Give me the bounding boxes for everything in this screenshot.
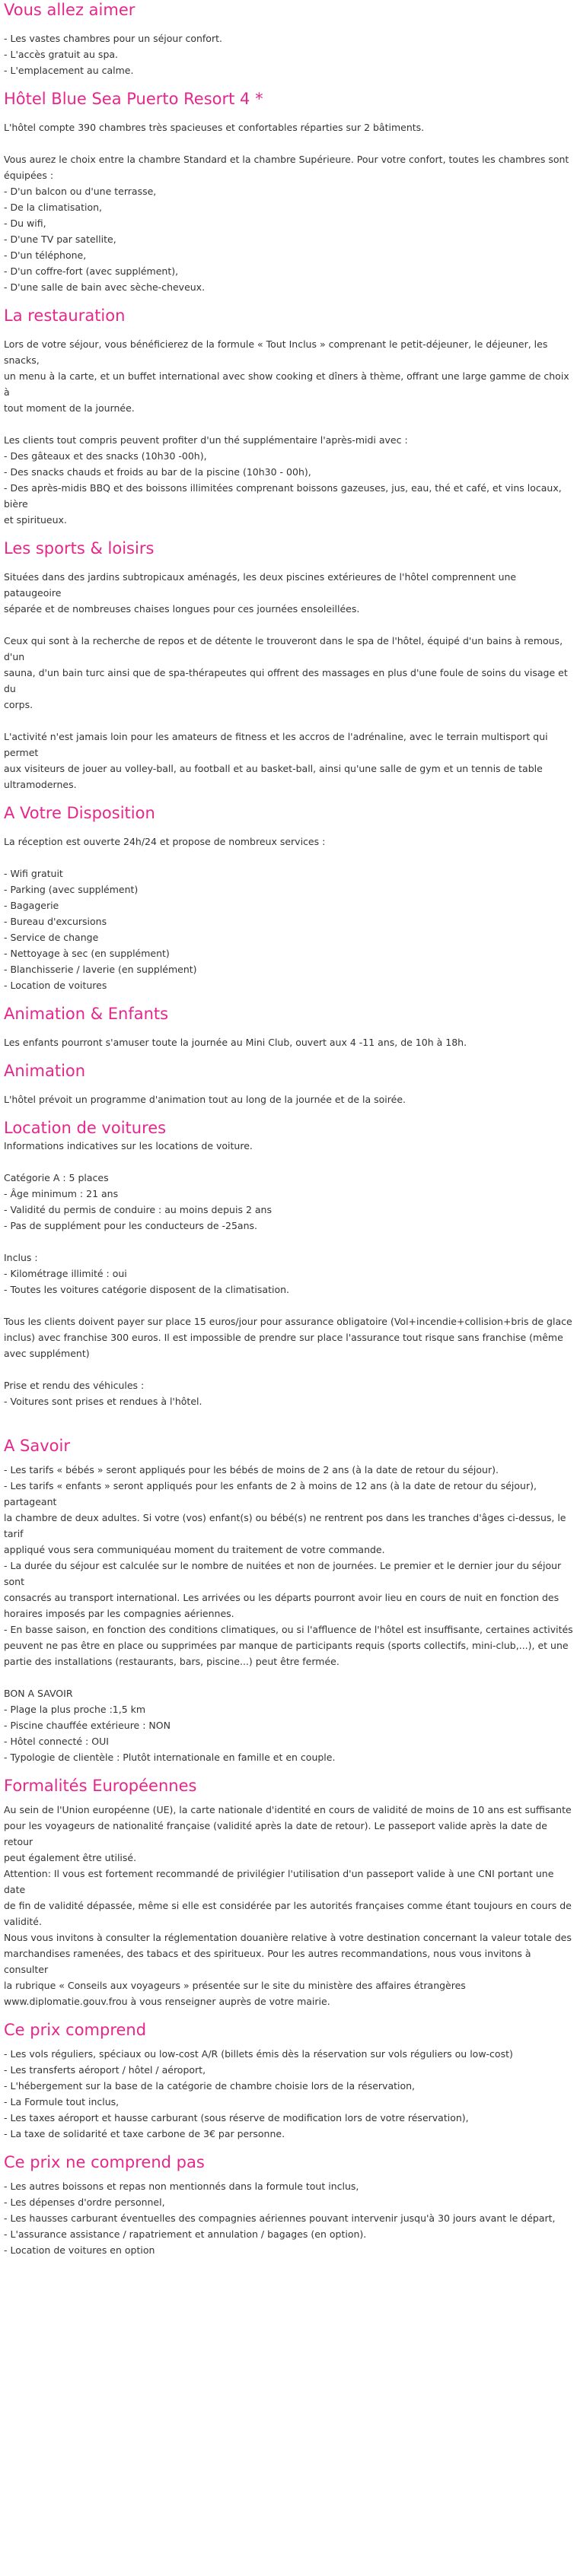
list-item: - L'emplacement au calme. (4, 65, 134, 76)
section-title: La restauration (4, 307, 126, 325)
paragraph-line: séparée et de nombreuses chaises longues pour ces journées ensoleillées. (4, 603, 360, 615)
list-item: - Les vastes chambres pour un séjour confort. (4, 33, 222, 44)
section-restauration (4, 306, 573, 528)
paragraph-line: appliqué vous sera communiquéau moment du traitement de votre commande. (4, 1544, 385, 1555)
paragraph-line: L'activité n'est jamais loin pour les amateurs de fitness et les accros de l'adrénaline, avec le terrain multisport qui permet (4, 731, 551, 758)
paragraph-line: inclus) avec franchise 300 euros. Il est impossible de prendre sur place l'assurance tout risque sans franchise (même (4, 1332, 563, 1343)
list-item: - La taxe de solidarité et taxe carbone de 3€ par personne. (4, 2128, 285, 2139)
paragraph-line: consacrés au transport international. Les arrivées ou les départs pourront avoir lieu en cours de nuit en fonction des (4, 1592, 559, 1603)
paragraph-line: L'hôtel compte 390 chambres très spacieuses et confortables réparties sur 2 bâtiments. (4, 122, 425, 133)
paragraph-line: Lors de votre séjour, vous bénéficierez de la formule « Tout Inclus » comprenant le petit-déjeuner, le déjeuner, les snacks, (4, 338, 551, 366)
section-vous-allez-aimer (4, 0, 573, 78)
section-a-votre-disposition (4, 803, 573, 993)
list-item: - Nettoyage à sec (en supplément) (4, 948, 170, 959)
paragraph-line: Au sein de l'Union européenne (UE), la carte nationale d'identité en cours de validité de moins de 10 ans est suffisante (4, 1804, 572, 1815)
section-body (4, 2046, 573, 2142)
section-ce-prix-comprend (4, 2020, 573, 2142)
list-item: - Blanchisserie / laverie (en supplément) (4, 964, 197, 975)
list-item: - La Formule tout inclus, (4, 2096, 120, 2107)
section-hotel (4, 89, 573, 295)
paragraph-line: La réception est ouverte 24h/24 et propose de nombreux services : (4, 836, 326, 847)
section-title: Ce prix comprend (4, 2021, 147, 2039)
paragraph-line: aux visiteurs de jouer au volley-ball, au football et au basket-ball, ainsi qu'une salle de gym et un tennis de table (4, 763, 543, 774)
section-body (4, 1802, 573, 2009)
section-body (4, 336, 573, 528)
paragraph-line: la chambre de deux adultes. Si votre (vos) enfant(s) ou bébé(s) ne rentrent pos dans les tranches d'âges ci-dessus, le tarif (4, 1512, 569, 1539)
paragraph-line: Situées dans des jardins subtropicaux aménagés, les deux piscines extérieures de l'hôtel comprennent une pataugeoire (4, 571, 520, 599)
list-item: - L'hébergement sur la base de la catégorie de chambre choisie lors de la réservation, (4, 2080, 416, 2092)
paragraph-line: Catégorie A : 5 places (4, 1172, 109, 1183)
paragraph-line: - Les tarifs « bébés » seront appliqués pour les bébés de moins de 2 ans (à la date de retour du séjour). (4, 1464, 499, 1475)
section-formalites-europeennes (4, 1776, 573, 2009)
list-item: - Bagagerie (4, 900, 59, 911)
list-item: - Du wifi, (4, 218, 46, 229)
paragraph-line: ultramodernes. (4, 779, 77, 790)
list-item: - Pas de supplément pour les conducteurs de -25ans. (4, 1220, 257, 1231)
section-body (4, 1462, 573, 1765)
paragraph-line: BON A SAVOIR (4, 1688, 73, 1699)
list-item: - D'un balcon ou d'une terrasse, (4, 186, 157, 197)
list-item: - Parking (avec supplément) (4, 884, 139, 895)
section-body (4, 1034, 573, 1050)
list-item: - Des gâteaux et des snacks (10h30 -00h), (4, 450, 207, 462)
list-item: - Service de change (4, 932, 99, 943)
paragraph-line: L'hôtel prévoit un programme d'animation tout au long de la journée et de la soirée. (4, 1094, 406, 1105)
list-item: - Piscine chauffée extérieure : NON (4, 1720, 171, 1731)
list-item: - D'un téléphone, (4, 249, 87, 261)
list-item: - Wifi gratuit (4, 868, 63, 879)
section-title: A Votre Disposition (4, 804, 155, 822)
paragraph-line: marchandises ramenées, des tabacs et des spiritueux. Pour les autres recommandations, nous vous invitons à consulter (4, 1948, 534, 1975)
section-animation-enfants (4, 1004, 573, 1050)
section-title: Vous allez aimer (4, 1, 135, 19)
section-title: Formalités Européennes (4, 1777, 197, 1795)
list-item: - Des snacks chauds et froids au bar de la piscine (10h30 - 00h), (4, 466, 311, 478)
list-item: - De la climatisation, (4, 202, 102, 213)
paragraph-line: Tous les clients doivent payer sur place 15 euros/jour pour assurance obligatoire (Vol+incendie+collision+bris de glace (4, 1316, 572, 1327)
list-item: - Les hausses carburant éventuelles des compagnies aériennes pouvant intervenir jusqu'à 30 jours avant le départ, (4, 2212, 556, 2224)
paragraph-line: Nous vous invitons à consulter la réglementation douanière relative à votre destination concernant la valeur totale des (4, 1932, 572, 1943)
paragraph-line: tout moment de la journée. (4, 402, 135, 414)
list-item: - Les vols réguliers, spéciaux ou low-cost A/R (billets émis dès la réservation sur vols réguliers ou low-cost) (4, 2048, 513, 2060)
paragraph-line: Ceux qui sont à la recherche de repos et de détente le trouveront dans le spa de l'hôtel, équipé d'un bains à remous, d'un (4, 635, 566, 662)
section-title: Location de voitures (4, 1119, 167, 1137)
list-item: - Location de voitures (4, 980, 107, 991)
list-item: et spiritueux. (4, 514, 67, 526)
paragraph-line: Inclus : (4, 1252, 38, 1263)
section-ce-prix-ne-comprend-pas (4, 2152, 573, 2258)
paragraph-line: peuvent ne pas être en place ou supprimées par manque de participants requis (sports collectifs, mini-club,...), et une (4, 1640, 569, 1651)
section-body (4, 2178, 573, 2258)
list-item: - Des après-midis BBQ et des boissons illimitées comprenant boissons gazeuses, jus, eau, thé et café, et vins locaux, bière (4, 482, 565, 510)
paragraph-line: avec supplément) (4, 1348, 90, 1359)
paragraph-line: www.diplomatie.gouv.frou à vous renseigner auprès de votre mairie. (4, 1996, 330, 2007)
list-item: - Plage la plus proche :1,5 km (4, 1704, 146, 1715)
paragraph-line: équipées : (4, 170, 54, 181)
paragraph-line: Attention: Il vous est fortement recommandé de privilégier l'utilisation d'un passeport valide à une CNI portant une date (4, 1868, 557, 1895)
section-a-savoir (4, 1436, 573, 1765)
paragraph-line: partie des installations (restaurants, bars, piscine...) peut être fermée. (4, 1656, 340, 1667)
paragraph-line: Vous aurez le choix entre la chambre Standard et la chambre Supérieure. Pour votre confort, toutes les chambres sont (4, 154, 569, 165)
list-item: - D'une salle de bain avec sèche-cheveux. (4, 281, 206, 293)
section-location-voitures (4, 1118, 573, 1409)
paragraph-line: horaires imposés par les compagnies aériennes. (4, 1608, 234, 1619)
list-item: - Kilométrage illimité : oui (4, 1268, 127, 1279)
paragraph-line: un menu à la carte, et un buffet international avec show cooking et dîners à thème, offrant une large gamme de choix à (4, 370, 572, 398)
paragraph-line: - Les tarifs « enfants » seront appliqués pour les enfants de 2 à moins de 12 ans (à la date de retour du séjour), partageant (4, 1480, 540, 1507)
section-animation (4, 1061, 573, 1107)
list-item: - Location de voitures en option (4, 2244, 155, 2256)
list-item: - Les autres boissons et repas non mentionnés dans la formule tout inclus, (4, 2181, 359, 2192)
list-item: - Voitures sont prises et rendues à l'hôtel. (4, 1396, 202, 1407)
list-item: - L'accès gratuit au spa. (4, 49, 119, 60)
section-body (4, 119, 573, 295)
list-item: - Typologie de clientèle : Plutôt internationale en famille et en couple. (4, 1752, 336, 1763)
list-item: - D'une TV par satellite, (4, 233, 116, 245)
section-title: Animation & Enfants (4, 1005, 169, 1023)
section-title: Les sports & loisirs (4, 539, 155, 557)
paragraph-line: sauna, d'un bain turc ainsi que de spa-thérapeutes qui offrent des massages en plus d'une foule de soins du visage et du (4, 667, 571, 694)
section-body (4, 1138, 573, 1409)
section-title: Animation (4, 1062, 86, 1080)
section-title: Hôtel Blue Sea Puerto Resort 4 * (4, 90, 263, 108)
list-item: - L'assurance assistance / rapatriement et annulation / bagages (en option). (4, 2228, 367, 2240)
paragraph-line: Informations indicatives sur les locations de voiture. (4, 1140, 253, 1151)
list-item: - Les transferts aéroport / hôtel / aéroport, (4, 2064, 206, 2076)
paragraph-line: Les clients tout compris peuvent profiter d'un thé supplémentaire l'après-midi avec : (4, 434, 408, 446)
list-item: - Bureau d'excursions (4, 916, 107, 927)
section-title: A Savoir (4, 1437, 70, 1455)
paragraph-line: de fin de validité dépassée, même si elle est considérée par les autorités françaises comme étant toujours en cours de (4, 1900, 572, 1911)
list-item: - Les dépenses d'ordre personnel, (4, 2196, 165, 2208)
paragraph-line: Les enfants pourront s'amuser toute la journée au Mini Club, ouvert aux 4 -11 ans, de 10h à 18h. (4, 1037, 467, 1048)
section-body (4, 569, 573, 792)
paragraph-line: pour les voyageurs de nationalité française (validité après la date de retour). Le passeport valide après la date de retour (4, 1820, 550, 1847)
section-body (4, 1091, 573, 1107)
paragraph-line: Prise et rendu des véhicules : (4, 1380, 145, 1391)
list-item: - Validité du permis de conduire : au moins depuis 2 ans (4, 1204, 272, 1215)
paragraph-line: la rubrique « Conseils aux voyageurs » présentée sur le site du ministère des affaires étrangères (4, 1980, 466, 1991)
paragraph-line: peut également être utilisé. (4, 1852, 137, 1863)
list-item: - Hôtel connecté : OUI (4, 1736, 109, 1747)
list-item: - D'un coffre-fort (avec supplément), (4, 265, 179, 277)
section-body (4, 834, 573, 993)
paragraph-line: validité. (4, 1916, 42, 1927)
paragraph-line: - En basse saison, en fonction des conditions climatiques, ou si l'affluence de l'hôtel est insuffisante, certaines activités (4, 1624, 573, 1635)
section-body (4, 30, 573, 78)
list-item: - Les taxes aéroport et hausse carburant (sous réserve de modification lors de votre réservation), (4, 2112, 469, 2123)
paragraph-line: - La durée du séjour est calculée sur le nombre de nuitées et non de journées. Le premier et le dernier jour du séjour sont (4, 1560, 565, 1587)
list-item: - Âge minimum : 21 ans (4, 1188, 119, 1199)
list-item: - Toutes les voitures catégorie disposent de la climatisation. (4, 1284, 289, 1295)
section-title: Ce prix ne comprend pas (4, 2153, 205, 2171)
section-sports-loisirs (4, 538, 573, 792)
paragraph-line: corps. (4, 699, 33, 710)
